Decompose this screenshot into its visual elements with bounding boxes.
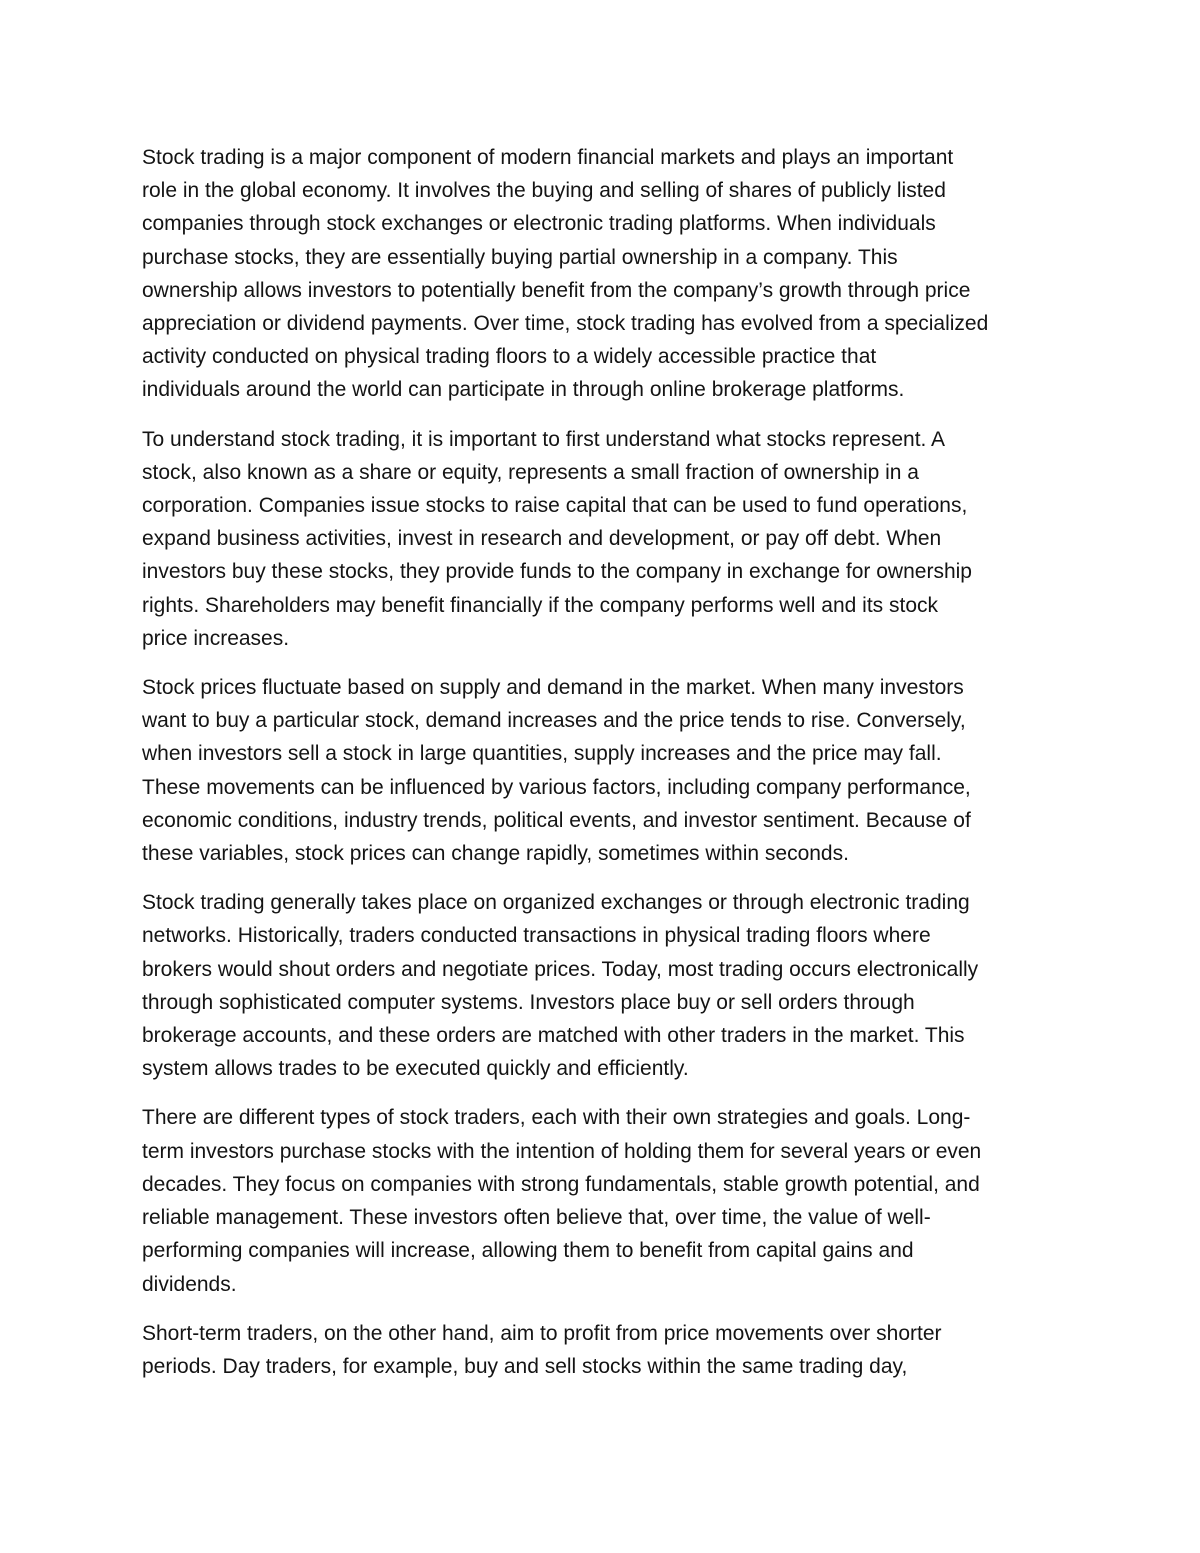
text-line: want to buy a particular stock, demand increases and the price tends to rise. Conversely, xyxy=(142,709,966,733)
text-line: role in the global economy. It involves the buying and selling of shares of publicly listed xyxy=(142,179,946,203)
text-line: expand business activities, invest in research and development, or pay off debt. When xyxy=(142,527,942,551)
text-line: Short-term traders, on the other hand, aim to profit from price movements over shorter xyxy=(142,1321,942,1345)
text-line: There are different types of stock traders, each with their own strategies and goals. Long- xyxy=(142,1106,971,1130)
text-line: term investors purchase stocks with the intention of holding them for several years or even xyxy=(142,1139,982,1163)
text-line: price increases. xyxy=(142,626,290,650)
text-line: Stock trading is a major component of modern financial markets and plays an important xyxy=(142,146,954,169)
text-line: performing companies will increase, allowing them to benefit from capital gains and xyxy=(142,1239,914,1263)
text-line: economic conditions, industry trends, political events, and investor sentiment. Because of xyxy=(142,808,971,832)
text-line: periods. Day traders, for example, buy and sell stocks within the same trading day, xyxy=(142,1354,908,1378)
text-line: networks. Historically, traders conducted transactions in physical trading floors where xyxy=(142,924,931,948)
text-line: activity conducted on physical trading floors to a widely accessible practice that xyxy=(142,345,877,369)
text-line: brokerage accounts, and these orders are matched with other traders in the market. This xyxy=(142,1024,965,1048)
paragraph-what-stocks-represent xyxy=(142,423,1062,655)
text-line: rights. Shareholders may benefit financially if the company performs well and its stock xyxy=(142,593,939,617)
text-line: Stock prices fluctuate based on supply and demand in the market. When many investors xyxy=(142,676,964,700)
text-line: stock, also known as a share or equity, represents a small fraction of ownership in a xyxy=(142,460,919,484)
text-line: dividends. xyxy=(142,1272,237,1296)
text-line: ownership allows investors to potentially benefit from the company’s growth through price xyxy=(142,278,971,302)
paragraph-stock-trading-intro xyxy=(142,141,1062,407)
paragraph-where-trading-happens xyxy=(142,886,1062,1085)
text-line: reliable management. These investors often believe that, over time, the value of well- xyxy=(142,1206,931,1230)
text-line: individuals around the world can participate in through online brokerage platforms. xyxy=(142,378,905,402)
text-line: system allows trades to be executed quickly and efficiently. xyxy=(142,1057,689,1081)
text-line: through sophisticated computer systems. Investors place buy or sell orders through xyxy=(142,990,915,1014)
text-line: decades. They focus on companies with strong fundamentals, stable growth potential, and xyxy=(142,1172,980,1196)
text-line: corporation. Companies issue stocks to raise capital that can be used to fund operations, xyxy=(142,494,968,518)
text-line: these variables, stock prices can change rapidly, sometimes within seconds. xyxy=(142,842,849,866)
text-line: companies through stock exchanges or electronic trading platforms. When individuals xyxy=(142,212,936,236)
text-line: purchase stocks, they are essentially buying partial ownership in a company. This xyxy=(142,245,898,269)
paragraph-short-term-traders xyxy=(142,1317,1062,1383)
text-line: brokers would shout orders and negotiate prices. Today, most trading occurs electronically xyxy=(142,957,979,981)
paragraph-types-of-traders xyxy=(142,1101,1062,1300)
paragraph-price-fluctuation xyxy=(142,671,1062,870)
text-line: appreciation or dividend payments. Over time, stock trading has evolved from a specialized xyxy=(142,312,989,336)
text-line: These movements can be influenced by various factors, including company performance, xyxy=(142,775,971,799)
text-line: when investors sell a stock in large quantities, supply increases and the price may fall. xyxy=(142,742,942,766)
text-line: To understand stock trading, it is important to first understand what stocks represent. A xyxy=(142,427,946,451)
text-line: Stock trading generally takes place on organized exchanges or through electronic trading xyxy=(142,891,970,915)
text-line: investors buy these stocks, they provide funds to the company in exchange for ownership xyxy=(142,560,972,584)
document-body xyxy=(142,141,1062,1399)
